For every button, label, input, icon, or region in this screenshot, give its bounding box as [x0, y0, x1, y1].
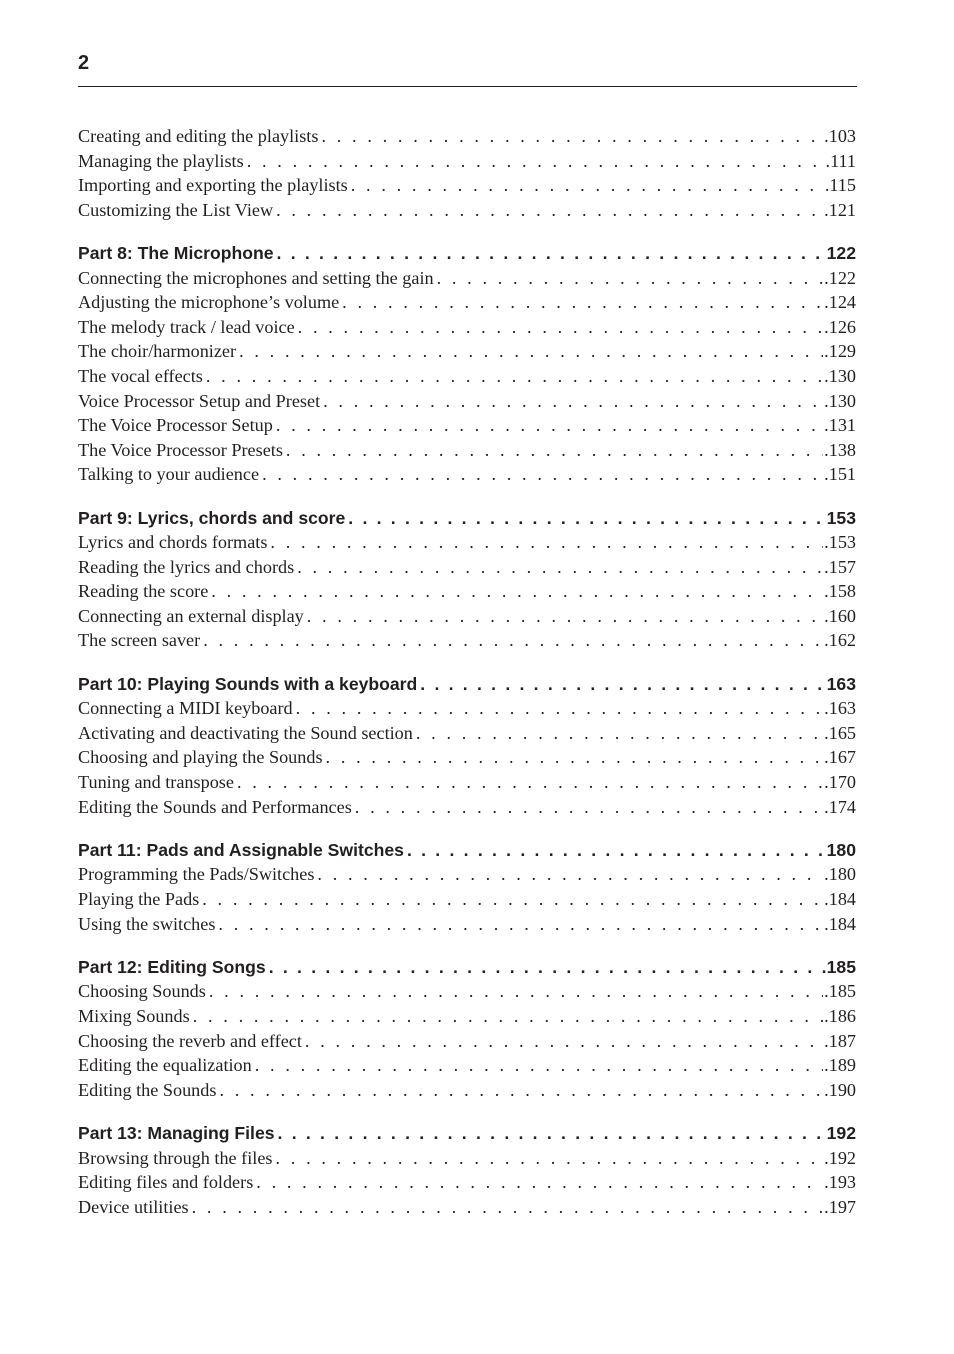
toc-entry[interactable]	[78, 438, 856, 463]
toc-entry[interactable]	[78, 696, 856, 721]
dot-leader	[218, 912, 823, 937]
toc-entry-page-number: .126	[824, 316, 856, 337]
toc-part-heading-page-number: 153	[826, 507, 856, 528]
toc-part-heading-page-number: 122	[826, 242, 856, 263]
toc-section	[78, 955, 856, 1103]
toc-entry-page-number: .129	[824, 341, 856, 362]
dot-leader	[305, 1029, 823, 1054]
toc-entry-title: Connecting the microphones and setting the gain	[78, 267, 434, 288]
toc-entry[interactable]	[78, 862, 856, 887]
toc-entry[interactable]	[78, 770, 856, 795]
toc-entry[interactable]	[78, 149, 856, 174]
dot-leader	[276, 413, 823, 438]
toc-entry-title: Activating and deactivating the Sound section	[78, 722, 413, 743]
toc-entry-title: Mixing Sounds	[78, 1005, 190, 1026]
toc-entry[interactable]	[78, 887, 856, 912]
toc-part-heading-page-number: 185	[826, 956, 856, 977]
toc-entry[interactable]	[78, 173, 856, 198]
toc-part-heading[interactable]	[78, 241, 856, 266]
dot-leader	[211, 579, 823, 604]
toc-entry-page-number: .170	[824, 772, 856, 793]
toc-entry-page-number: .184	[824, 913, 856, 934]
toc-entry-page-number: .124	[824, 292, 856, 313]
toc-entry-title: Editing the Sounds and Performances	[78, 796, 352, 817]
toc-entry-page-number: .115	[824, 175, 856, 196]
toc-entry-title: Programming the Pads/Switches	[78, 864, 315, 885]
toc-entry-page-number: .103	[824, 126, 856, 146]
toc-entry-title: Talking to your audience	[78, 464, 260, 485]
toc-entry-title: The vocal effects	[78, 365, 203, 386]
dot-leader	[278, 1121, 826, 1146]
dot-leader	[321, 124, 823, 149]
toc-entry-page-number: .138	[824, 439, 856, 460]
toc-section	[78, 241, 856, 487]
toc-entry[interactable]	[78, 1004, 856, 1029]
toc-entry-title: The screen saver	[78, 630, 201, 651]
toc-entry-title: Editing the equalization	[78, 1055, 252, 1076]
toc-entry[interactable]	[78, 579, 856, 604]
toc-entry-title: Choosing Sounds	[78, 981, 206, 1002]
toc-entry-title: Managing the playlists	[78, 150, 244, 171]
toc-part-heading[interactable]	[78, 955, 856, 980]
toc-entry-title: Editing files and folders	[78, 1172, 254, 1193]
dot-leader	[420, 672, 825, 697]
toc-part-heading[interactable]	[78, 1121, 856, 1146]
toc-entry-page-number: .165	[824, 722, 856, 743]
header-rule	[78, 86, 857, 87]
toc-entry[interactable]	[78, 795, 856, 820]
dot-leader	[416, 721, 823, 746]
toc-entry[interactable]	[78, 628, 856, 653]
toc-entry[interactable]	[78, 1170, 856, 1195]
dot-leader	[270, 530, 823, 555]
toc-entry-page-number: .157	[824, 556, 856, 577]
toc-entry-title: Lyrics and chords formats	[78, 532, 268, 553]
toc-entry-page-number: .151	[824, 464, 856, 485]
dot-leader	[193, 1004, 823, 1029]
toc-part-heading-page-number: 180	[826, 839, 856, 860]
toc-entry[interactable]	[78, 912, 856, 937]
toc-entry-title: Choosing and playing the Sounds	[78, 747, 323, 768]
dot-leader	[296, 696, 824, 721]
toc-entry-page-number: .158	[824, 581, 856, 602]
toc-entry-title: Playing the Pads	[78, 889, 200, 909]
toc-entry-page-number: .174	[824, 796, 856, 817]
toc-entry-title: Editing the Sounds	[78, 1079, 217, 1100]
toc-part-heading-title: Part 12: Editing Songs	[78, 956, 266, 977]
toc-entry-page-number: .187	[824, 1030, 856, 1051]
toc-part-heading-title: Part 11: Pads and Assignable Switches	[78, 839, 404, 860]
toc-entry[interactable]	[78, 1146, 856, 1171]
toc-entry-page-number: .130	[824, 365, 856, 386]
toc-entry-title: Voice Processor Setup and Preset	[78, 390, 321, 411]
toc-entry-page-number: .189	[824, 1055, 856, 1076]
dot-leader	[437, 266, 824, 291]
toc-entry-page-number: .163	[824, 698, 856, 719]
dot-leader	[276, 1146, 824, 1171]
dot-leader	[355, 795, 823, 820]
toc-entry-title: Reading the lyrics and chords	[78, 556, 295, 577]
toc-entry-page-number: .190	[824, 1079, 856, 1100]
toc-entry-page-number: .167	[824, 747, 856, 768]
toc-section	[78, 124, 856, 222]
toc-entry-title: Device utilities	[78, 1196, 189, 1217]
toc-entry-page-number: .122	[824, 267, 856, 288]
toc-entry-title: Creating and editing the playlists	[78, 126, 319, 146]
toc-entry-page-number: .162	[824, 630, 856, 651]
toc-part-heading-page-number: 163	[826, 673, 856, 694]
dot-leader	[203, 628, 823, 653]
toc-entry[interactable]	[78, 198, 856, 223]
dot-leader	[297, 555, 823, 580]
dot-leader	[348, 506, 825, 531]
toc-part-heading-title: Part 10: Playing Sounds with a keyboard	[78, 673, 418, 694]
toc-entry[interactable]	[78, 1195, 856, 1220]
toc-entry-page-number: .186	[824, 1005, 856, 1026]
toc-entry-page-number: .160	[824, 605, 856, 626]
toc-entry-title: Tuning and transpose	[78, 772, 234, 793]
toc-entry-title: Reading the score	[78, 581, 209, 602]
toc-entry-title: Connecting an external display	[78, 605, 304, 626]
dot-leader	[202, 887, 823, 912]
toc-entry[interactable]	[78, 721, 856, 746]
toc-part-heading-title: Part 9: Lyrics, chords and score	[78, 507, 346, 528]
toc-entry-title: The melody track / lead voice	[78, 316, 295, 337]
dot-leader	[247, 149, 825, 174]
toc-entry[interactable]	[78, 124, 856, 149]
toc-entry[interactable]	[78, 745, 856, 770]
toc-part-heading[interactable]	[78, 838, 856, 863]
toc-entry-title: The Voice Processor Presets	[78, 439, 283, 460]
toc-entry[interactable]	[78, 530, 856, 555]
dot-leader	[351, 173, 824, 198]
toc-part-heading-title: Part 8: The Microphone	[78, 242, 274, 263]
toc-entry-page-number: .111	[825, 150, 856, 171]
table-of-contents	[78, 124, 856, 1238]
toc-entry[interactable]	[78, 979, 856, 1004]
dot-leader	[219, 1078, 823, 1103]
toc-part-heading-page-number: 192	[826, 1122, 856, 1143]
dot-leader	[206, 364, 823, 389]
dot-leader	[286, 438, 823, 463]
toc-entry[interactable]	[78, 604, 856, 629]
toc-entry-title: Importing and exporting the playlists	[78, 175, 348, 196]
toc-part-heading[interactable]	[78, 506, 856, 531]
dot-leader	[269, 955, 826, 980]
toc-entry[interactable]	[78, 1053, 856, 1078]
toc-entry-title: Using the switches	[78, 913, 216, 934]
dot-leader	[239, 339, 823, 364]
dot-leader	[256, 1170, 823, 1195]
toc-entry-page-number: .121	[824, 199, 856, 220]
toc-part-heading-title: Part 13: Managing Files	[78, 1122, 275, 1143]
dot-leader	[262, 462, 823, 487]
toc-entry-page-number: .153	[824, 532, 856, 553]
toc-entry-title: The Voice Processor Setup	[78, 415, 273, 436]
toc-entry-page-number: .197	[824, 1196, 856, 1217]
toc-entry-title: Choosing the reverb and effect	[78, 1030, 302, 1051]
dot-leader	[298, 315, 824, 340]
toc-entry-title: Customizing the List View	[78, 199, 274, 220]
toc-entry[interactable]	[78, 555, 856, 580]
dot-leader	[209, 979, 823, 1004]
dot-leader	[326, 745, 824, 770]
toc-section	[78, 838, 856, 936]
dot-leader	[342, 290, 823, 315]
toc-entry[interactable]	[78, 290, 856, 315]
toc-entry[interactable]	[78, 266, 856, 291]
toc-entry-page-number: .130	[824, 390, 856, 411]
toc-entry[interactable]	[78, 1078, 856, 1103]
dot-leader	[407, 838, 826, 863]
dot-leader	[237, 770, 823, 795]
dot-leader	[323, 389, 823, 414]
toc-entry-title: Connecting a MIDI keyboard	[78, 698, 293, 719]
page-number: 2	[78, 52, 90, 74]
dot-leader	[307, 604, 823, 629]
toc-section	[78, 506, 856, 654]
toc-entry-page-number: .131	[824, 415, 856, 436]
toc-entry[interactable]	[78, 364, 856, 389]
toc-part-heading[interactable]	[78, 672, 856, 697]
toc-entry[interactable]	[78, 315, 856, 340]
toc-entry-page-number: .185	[824, 981, 856, 1002]
toc-entry-title: Browsing through the files	[78, 1147, 273, 1168]
toc-entry-title: The choir/harmonizer	[78, 341, 237, 362]
dot-leader	[276, 198, 823, 223]
dot-leader	[277, 241, 826, 266]
dot-leader	[317, 862, 823, 887]
toc-entry[interactable]	[78, 1029, 856, 1054]
toc-entry-page-number: .184	[824, 889, 856, 909]
toc-entry[interactable]	[78, 339, 856, 364]
dot-leader	[192, 1195, 824, 1220]
toc-entry-page-number: .192	[824, 1147, 856, 1168]
toc-entry[interactable]	[78, 389, 856, 414]
toc-entry[interactable]	[78, 413, 856, 438]
toc-section	[78, 672, 856, 820]
dot-leader	[255, 1053, 823, 1078]
toc-entry-page-number: .180	[824, 864, 856, 885]
toc-entry-page-number: .193	[824, 1172, 856, 1193]
toc-entry[interactable]	[78, 462, 856, 487]
toc-entry-title: Adjusting the microphone’s volume	[78, 292, 340, 313]
toc-section	[78, 1121, 856, 1219]
